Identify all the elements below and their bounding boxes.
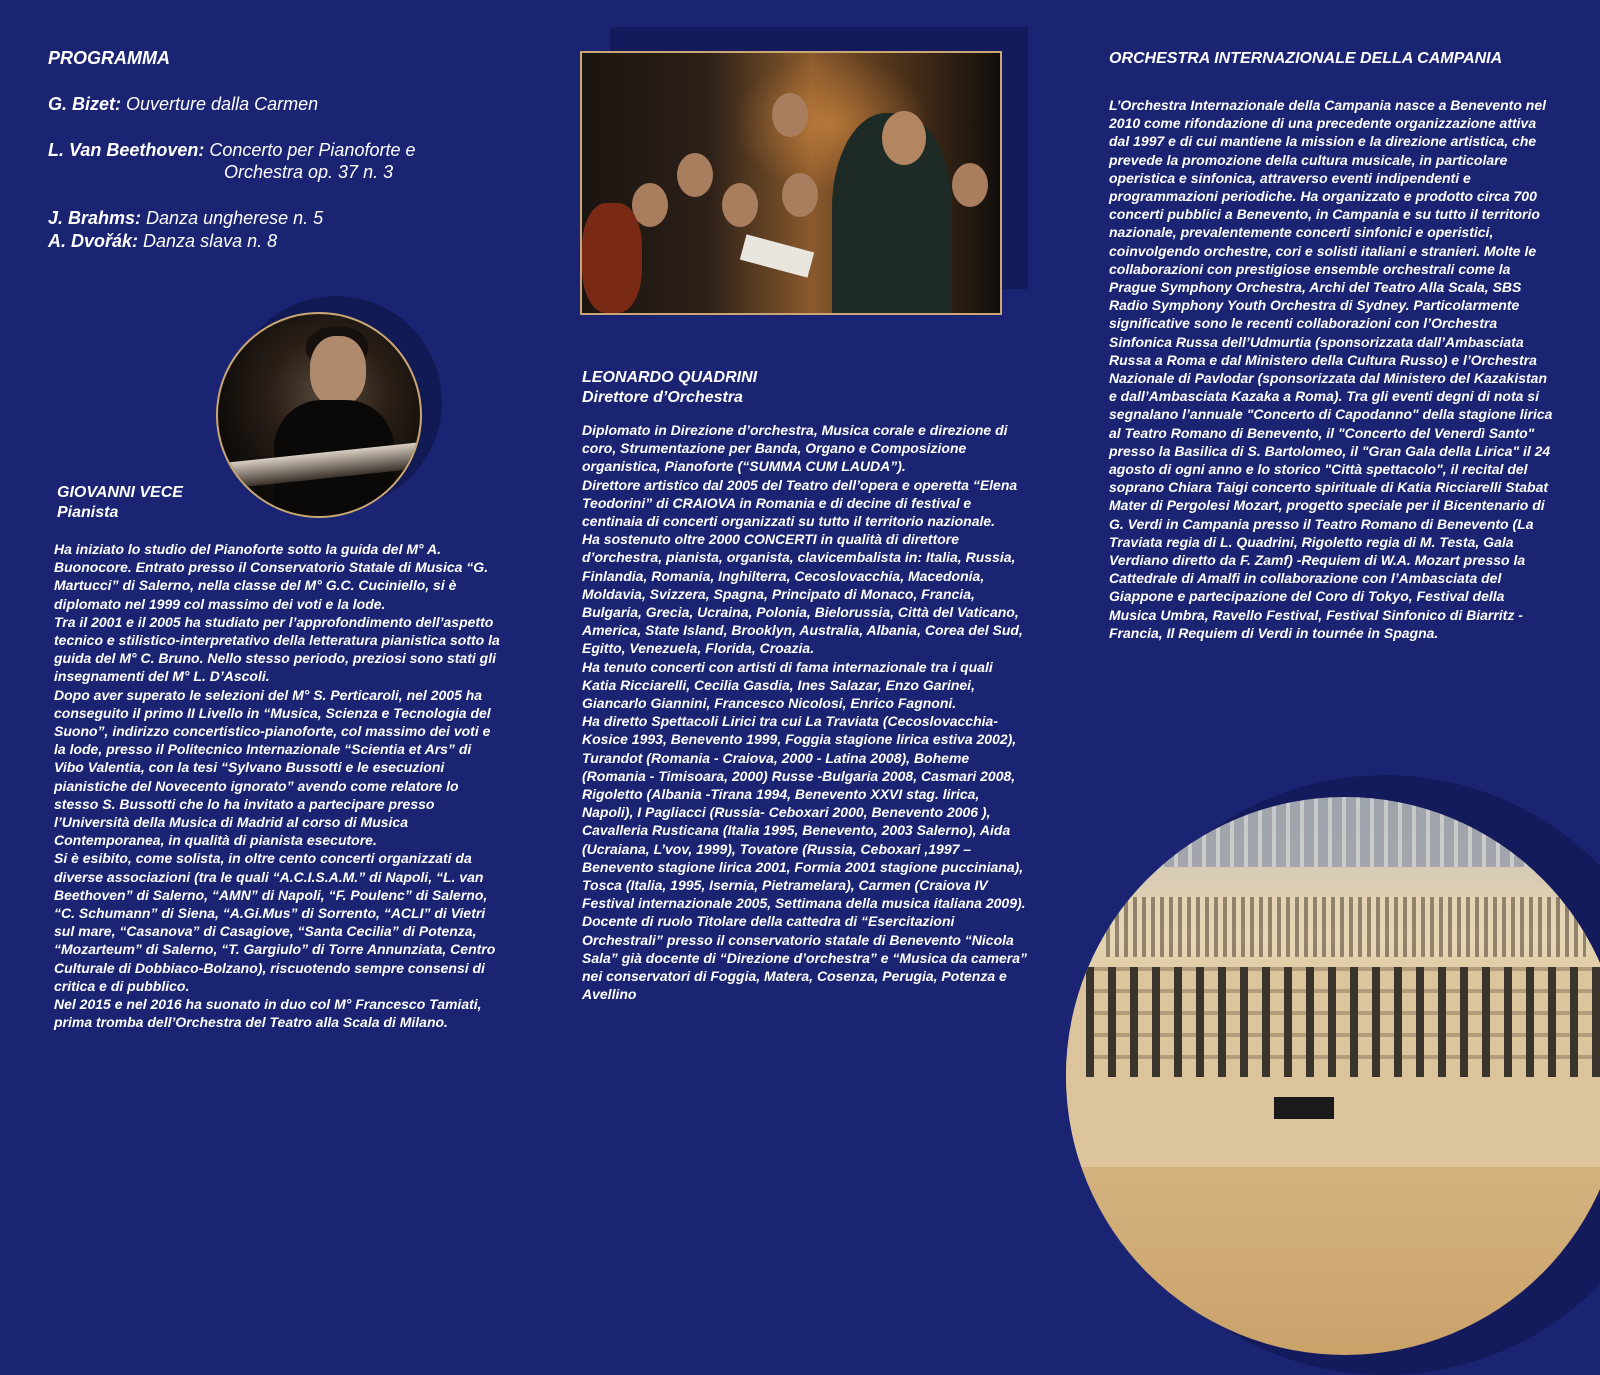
work-title: Danza slava n. 8 <box>138 231 278 251</box>
bio-paragraph: Ha sostenuto oltre 2000 CONCERTI in qualità di direttore d’orchestra, pianista, organista, clavicembalista in: Italia, Russia, Finlandia, Romania, Inghilterra, Cecoslovacchia, Macedonia, Moldavia, Svizzera, Spagna, Principato di Monaco, Francia, Bulgaria, Grecia, Ucraina, Polonia, Bielorussia, Città del Vaticano, America, State Island, Brooklyn, Australia, Albania, Corea del Sud, Egitto, Venezuela, Florida, Croazia. <box>582 531 1023 657</box>
composer-name: G. Bizet: <box>48 94 122 114</box>
bio-paragraph: Ha diretto Spettacoli Lirici tra cui La Traviata (Cecoslovacchia-Kosice 1993, Benevento 1999, Foggia stagione lirica estiva 2002), Turandot (Romania - Craiova, 2000 - Latina 2008), Boheme (Romania - Timisoara, 2000) Russe -Bulgaria 2008, Casmari 2008, Rigoletto (Albania -Tirana 1994, Benevento XXVI stag. lirica, Napoli), I Pagliacci (Russia- Ceboxari 2000, Benevento 2006 ), Cavalleria Rusticana (Italia 1995, Benevento, 2003 Salerno), Aida (Ucraiana, L’vov, 1999), Tovatore (Russia, Ceboxari ,1997 – Benevento stagione lirica 2001, Formia 2001 stagione pucciniana), Tosca (Italia, 1995, Isernia, Pietramelara), Carmen (Craiova IV Festival internazionale 2005, Settimana della musica italiana 2009). <box>582 713 1026 912</box>
orchestra-photo <box>1066 797 1600 1355</box>
programme-item <box>48 139 415 162</box>
bio-paragraph: Diplomato in Direzione d’orchestra, Musica corale e direzione di coro, Strumentazione per Banda, Organo e Composizione organistica, Pianoforte (“SUMMA CUM LAUDA”). <box>582 422 1008 475</box>
programme-item <box>48 230 277 253</box>
orchestra-bio <box>1109 96 1555 642</box>
conductor-role: Direttore d’Orchestra <box>582 389 743 406</box>
programme-title: PROGRAMMA <box>48 48 170 68</box>
composer-name: J. Brahms: <box>48 208 142 228</box>
bio-paragraph: Nel 2015 e nel 2016 ha suonato in duo col M° Francesco Tamiati, prima tromba dell’Orchestra del Teatro alla Scala di Milano. <box>54 996 482 1031</box>
pianist-name-block <box>57 483 183 523</box>
work-title: Concerto per Pianoforte e <box>204 140 416 160</box>
programme-item-continuation: Orchestra op. 37 n. 3 <box>224 162 394 182</box>
pianist-name: GIOVANNI VECE <box>57 484 183 501</box>
orchestra-title: ORCHESTRA INTERNAZIONALE DELLA CAMPANIA <box>1109 50 1503 67</box>
composer-name: A. Dvořák: <box>48 231 139 251</box>
conductor-photo <box>580 51 1002 315</box>
bio-paragraph: Docente di ruolo Titolare della cattedra di “Esercitazioni Orchestrali” presso il conservatorio statale di Benevento “Nicola Sala” già docente di “Direzione d’orchestra” e “Musica da camera” nei conservatori di Foggia, Matera, Cosenza, Perugia, Potenza e Avellino <box>582 913 1028 1003</box>
bio-paragraph: Dopo aver superato le selezioni del M° S. Perticaroli, nel 2005 ha conseguito il primo II Livello in “Musica, Scienza e Tecnologia del Suono”, indirizzo concertistico-pianoforte, col massimo dei voti e la lode, presso il Politecnico Internazionale “Scientia et Ars” di Vibo Valentia, con la tesi “Sylvano Bussotti e le esecuzioni pianistiche del Novecento ignorato” avendo come relatore lo stesso S. Bussotti che lo ha invitato a partecipare presso l’Università della Musica di Madrid al corso di Musica Contemporanea, in qualità di pianista esecutore. <box>54 686 491 849</box>
bio-paragraph: Ha iniziato lo studio del Pianoforte sotto la guida del M° A. Buonocore. Entrato presso il Conservatorio Statale di Musica “G. Martucci” di Salerno, nella classe del M° G.C. Cuciniello, si è diplomato nel 1999 col massimo dei voti e la lode. <box>54 541 489 612</box>
pianist-bio <box>54 540 504 1031</box>
pianist-photo <box>216 312 422 518</box>
bio-paragraph: Direttore artistico dal 2005 del Teatro dell’opera e operetta “Elena Teodorini” di CRAIOVA in Romania e di decine di festival e centinaia di concerti organizzati su tutto il territorio nazionale. <box>582 476 1018 530</box>
composer-name: L. Van Beethoven: <box>48 140 205 160</box>
programme-item <box>48 207 323 230</box>
conductor-name-block <box>582 368 757 408</box>
conductor-bio <box>582 421 1030 1004</box>
bio-paragraph: Ha tenuto concerti con artisti di fama internazionale tra i quali Katia Ricciarelli, Cecilia Gasdia, Ines Salazar, Enzo Garinei, Giancarlo Giannini, Francesco Nicolosi, Enrico Fagnoni. <box>582 658 993 712</box>
bio-paragraph: Tra il 2001 e il 2005 ha studiato per l’approfondimento dell’aspetto tecnico e stilistico-interpretativo della letteratura pianistica sotto la guida del M° C. Bruno. Nello stesso periodo, preziosi sono stati gli insegnamenti del M° L. D’Ascoli. <box>54 613 500 685</box>
bio-paragraph: Si è esibito, come solista, in oltre cento concerti organizzati da diverse associazioni (tra le quali “A.C.I.S.A.M.” di Napoli, “L. van Beethoven” di Salerno, “AMN” di Napoli, “F. Poulenc” di Salerno, “C. Schumann” di Siena, “A.Gi.Mus” di Sorrento, “ACLI” di Vietri sul mare, “Casanova” di Casagiove, “Santa Cecilia” di Potenza, “Mozarteum” di Salerno, “T. Gargiulo” di Torre Annunziata, Centro Culturale di Dobbiaco-Bolzano), riscuotendo sempre consensi di critica e di pubblico. <box>54 850 496 994</box>
pianist-role: Pianista <box>57 504 119 521</box>
work-title: Ouverture dalla Carmen <box>121 94 319 114</box>
work-title: Danza ungherese n. 5 <box>141 208 324 228</box>
bio-paragraph: L’Orchestra Internazionale della Campania nasce a Benevento nel 2010 come rifondazione di una precedente organizzazione attiva dal 1997 e di cui mantiene la mission e la direzione artistica, che prevede la promozione della cultura musicale, in particolare operistica e sinfonica, attraverso eventi indipendenti e programmazioni periodiche. Ha organizzato e prodotto circa 700 concerti pubblici a Benevento, in Campania e su tutto il territorio nazionale, prevalentemente concerti sinfonici e operistici, coinvolgendo orchestre, cori e solisti italiani e stranieri. Molte le collaborazioni con prestigiose ensemble orchestrali come la Prague Symphony Orchestra, Archi del Teatro Alla Scala, SBS Radio Symphony Youth Orchestra di Sydney. Particolarmente significative sono le recenti collaborazioni con l’Orchestra Sinfonica Russa dell’Udmurtia (sponsorizzata dall’Ambasciata Russa a Roma e dal Ministero della Cultura Russo) e l’Orchestra Nazionale di Pavlodar (sponsorizzata dal Ministero del Kazakistan e dall’Ambasciata Kazaka a Roma). Tra gli eventi degni di nota si segnalano l’annuale "Concerto di Capodanno" della stagione lirica al Teatro Romano di Benevento, il "Concerto del Venerdì Santo" presso la Basilica di S. Bartolomeo, il "Gran Gala della Lirica" il 24 agosto di ogni anno e lo storico "Città spettacolo", il recital del soprano Chiara Taigi concerto spirituale di Katia Ricciarelli Stabat Mater di Pergolesi Mozart, progetto speciale per il Bicentenario di G. Verdi in Campania presso il Teatro Romano di Benevento (La Traviata regia di L. Quadrini, Rigoletto regia di M. Testa, Gala Verdiano diretto da F. Zamf) -Requiem di W.A. Mozart presso la Cattedrale di Amalfi in collaborazione con l’Ambasciata del Giappone e partecipazione del Coro di Tokyo, Festival della Musica Umbra, Ravello Festival, Festival Sinfonico di Biarritz - Francia, Il Requiem di Verdi in tournée in Spagna. <box>1109 97 1553 641</box>
programme-item <box>48 93 318 116</box>
conductor-name: LEONARDO QUADRINI <box>582 369 758 386</box>
